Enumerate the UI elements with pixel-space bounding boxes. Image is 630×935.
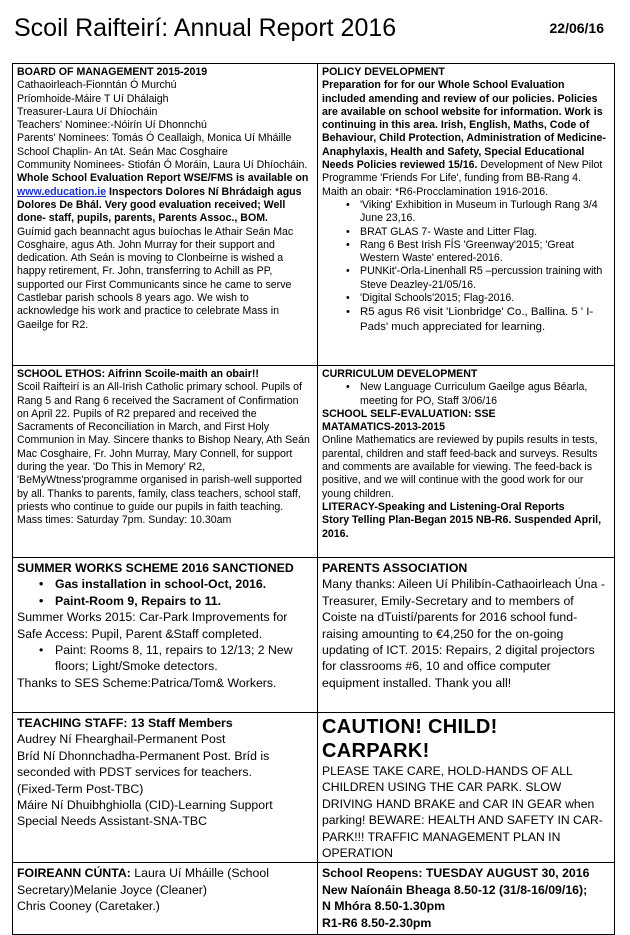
list-item: • New Language Curriculum Gaeilge agus Béarla, meeting for PO, Staff 3/06/16 bbox=[346, 381, 588, 407]
curriculum-section bbox=[318, 366, 615, 558]
wse-paragraph bbox=[17, 172, 313, 225]
list-item: • PUNKit'-Orla-Linenhall R5 –percussion training with Steve Deazley-21/05/16. bbox=[346, 265, 603, 291]
paint-list bbox=[17, 642, 313, 675]
board-line: Parents' Nominees: Tomás Ó Ceallaigh, Monica Uí Mháille bbox=[17, 132, 292, 145]
reopen-line: New Naíonáin Bheaga 8.50-12 (31/8-16/09/16); bbox=[322, 882, 588, 897]
teaching-line: Special Needs Assistant-SNA-TBC bbox=[17, 814, 207, 829]
teaching-section bbox=[13, 713, 318, 863]
teaching-line: (Fixed-Term Post-TBC) bbox=[17, 781, 144, 796]
board-heading: BOARD OF MANAGEMENT 2015-2019 bbox=[17, 66, 208, 78]
list-item: • Paint: Rooms 8, 11, repairs to 12/13; 2 New floors; Light/Smoke detectors. bbox=[39, 643, 293, 674]
report-title: Scoil Raifteirí: Annual Report 2016 bbox=[14, 14, 397, 42]
curriculum-list bbox=[322, 381, 610, 408]
maith-an-obair: Maith an obair: *R6-Procclamination 1916-2016. bbox=[322, 185, 549, 198]
reopen-line: R1-R6 8.50-2.30pm bbox=[322, 915, 432, 930]
board-line: Treasurer-Laura Uí Dhíocháin bbox=[17, 105, 158, 118]
board-line: Cathaoirleach-Fionntán Ó Murchú bbox=[17, 79, 177, 92]
list-item: • Rang 6 Best Irish FÍS 'Greenway'2015; 'Great Western Waste' entered-2016. bbox=[346, 238, 574, 265]
caution-section bbox=[318, 713, 615, 863]
caution-heading: CAUTION! CHILD! CARPARK! bbox=[322, 716, 498, 762]
ethos-section bbox=[13, 366, 318, 558]
parents-heading: PARENTS ASSOCIATION bbox=[322, 561, 468, 575]
policy-normal-text: Development of New Pilot Programme 'Friends For Life', funding from BB-Rang 4. bbox=[322, 159, 603, 185]
caution-text: PLEASE TAKE CARE, HOLD-HANDS OF ALL CHILDREN USING THE CAR PARK. SLOW DRIVING HAND BRAKE and CAR IN GEAR when parking! BEWARE: HEALTH AND SAFETY IN CAR-PARK!!! TRAFFIC MANAGEMENT PLAN IN OPERATION bbox=[322, 764, 603, 861]
board-line: Community Nominees- Stiofán Ó Moráin, Laura Uí Dhíocháin. bbox=[17, 159, 308, 172]
reopen-line: School Reopens: TUESDAY AUGUST 30, 2016 bbox=[322, 866, 590, 881]
summer-list bbox=[17, 576, 313, 609]
foireann-heading: FOIREANN CÚNTA: bbox=[17, 866, 131, 881]
list-item: • 'Digital Schools'2015; Flag-2016. bbox=[346, 292, 515, 305]
list-item: • BRAT GLAS 7- Waste and Litter Flag. bbox=[346, 225, 538, 238]
summer-2015: Summer Works 2015: Car-Park Improvements for Safe Access: Pupil, Parent &Staff completed. bbox=[17, 610, 288, 641]
policy-section bbox=[318, 64, 615, 366]
policy-heading: POLICY DEVELOPMENT bbox=[322, 66, 445, 78]
sse-heading: SCHOOL SELF-EVALUATION: SSE bbox=[322, 407, 496, 420]
report-grid bbox=[12, 63, 615, 935]
summer-heading: SUMMER WORKS SCHEME 2016 SANCTIONED bbox=[17, 561, 294, 575]
report-date: 22/06/16 bbox=[549, 20, 604, 36]
teaching-line: Bríd Ní Dhonnchadha-Permanent Post. Bríd is seconded with PDST services for teachers. bbox=[17, 748, 270, 780]
mat-text: Online Mathematics are reviewed by pupils results in tests, parental, children and staff feed-back and surveys. Results and comments are available for viewing. The feed-back is positive, and we will continue with the good work for our young children. bbox=[322, 434, 598, 500]
summer-works-section bbox=[13, 558, 318, 713]
mat-heading: MATAMATICS-2013-2015 bbox=[322, 421, 446, 434]
literacy-heading: LITERACY-Speaking and Listening-Oral Reports bbox=[322, 500, 565, 513]
teaching-line: Audrey Ní Fhearghail-Permanent Post bbox=[17, 732, 226, 747]
wse-rest: Inspectors Dolores Ní Bhrádaigh agus Dolores De Bhál. Very good evaluation received; Well done- staff, pupils, parents, Parents Assoc., BOM. bbox=[17, 185, 302, 225]
parents-section bbox=[318, 558, 615, 713]
board-thanks: Guímid gach beannacht agus buíochas le Athair Seán Mac Cosghaire, agus Ath. John Murray for their support and dedication. Ath Seán is moving to Clonbeirne is wished a happy retirement, Fr. John, transferring to Achill as PP, supported our First Communicants since he came to serve Castlebar parish schools 8 years ago. We wish to acknowledge his work and practice to celebrate Mass in Gaeilge for R2. bbox=[17, 225, 294, 331]
curriculum-heading: CURRICULUM DEVELOPMENT bbox=[322, 368, 478, 380]
mass-times: Mass times: Saturday 7pm. Sunday: 10.30am bbox=[17, 514, 232, 527]
parents-text: Many thanks: Aileen Uí Philibín-Cathaoirleach Úna -Treasurer, Emily-Secretary and to members of Coiste na dTuistí/parents for 2016 school fund-raising amounting to €4,250 for the on-going updating of ICT. 2015: Repairs, 2 digital projectors for classrooms #6, 10 and office computer equipment installed. Thank you all! bbox=[322, 577, 605, 690]
board-line: Príomhoide-Máire T Uí Dhálaigh bbox=[17, 92, 169, 105]
story-telling: Story Telling Plan-Began 2015 NB-R6. Suspended April, 2016. bbox=[322, 514, 602, 540]
board-section bbox=[13, 64, 318, 366]
policy-bold-text: Preparation for for our Whole School Evaluation included amending and review of our policies. Policies are available on school website for information. Work is continuing in this area. Irish, English, Maths, Code of Behaviour, Child Protection, Administration of Medicine-Anaphylaxis, Health and Safety, Special Educational Needs Policies reviewed 15/16. bbox=[322, 79, 606, 172]
board-line: Teachers' Nominee:-Nóirín Uí Dhonnchú bbox=[17, 119, 207, 132]
list-item: • Gas installation in school-Oct, 2016. bbox=[39, 577, 267, 592]
report-header bbox=[14, 14, 614, 48]
board-line: School Chaplin- An tAt. Seán Mac Cosghaire bbox=[17, 145, 228, 158]
wse-lead: Whole School Evaluation Report WSE/FMS is available on bbox=[17, 172, 309, 185]
ethos-text: Scoil Raifteirí is an All-Irish Catholic primary school. Pupils of Rang 5 and Rang 6 received the Sacrament of Confirmation on April 22. Pupils of R2 prepared and received the Sacraments of Reconciliation in March, and First Holy Communion in May. Sincere thanks to Bishop Neary, Ath Seán Mac Cosghaire, Fr. John Murray, Mary Connell, for support during the year. 'Do This in Memory' R2, 'BeMyWtness'programme organised in parish-well supported by all. Thanks to parents, family, class teachers, school staff, priests who continue to guide our pupils in faith teaching. bbox=[17, 381, 310, 513]
reopen-line: N Mhóra 8.50-1.30pm bbox=[322, 899, 446, 914]
summer-thanks: Thanks to SES Scheme:Patrica/Tom& Workers. bbox=[17, 675, 277, 690]
foireann-paragraph bbox=[17, 865, 313, 898]
teaching-heading: TEACHING STAFF: 13 Staff Members bbox=[17, 716, 233, 730]
teaching-line: Máire Ní Dhuibhghiolla (CID)-Learning Support bbox=[17, 798, 273, 813]
foireann-section bbox=[13, 863, 318, 935]
policy-list bbox=[322, 199, 610, 334]
list-item: • Paint-Room 9, Repairs to 11. bbox=[39, 593, 222, 608]
caretaker-line: Chris Cooney (Caretaker.) bbox=[17, 899, 160, 914]
reopen-section bbox=[318, 863, 615, 935]
foireann-text: Laura Uí Mháille (School Secretary)Melanie Joyce (Cleaner) bbox=[17, 866, 269, 897]
list-item: • R5 agus R6 visit 'Lionbridge' Co., Ballina. 5 ' I-Pads' much appreciated for learning. bbox=[346, 306, 594, 333]
ethos-heading: SCHOOL ETHOS: Aifrinn Scoile-maith an obair!! bbox=[17, 368, 259, 380]
policy-paragraph bbox=[322, 79, 610, 185]
education-link[interactable]: www.education.ie bbox=[17, 185, 107, 198]
list-item: • 'Viking' Exhibition in Museum in Turlough Rang 3/4 June 23,16. bbox=[346, 198, 598, 225]
